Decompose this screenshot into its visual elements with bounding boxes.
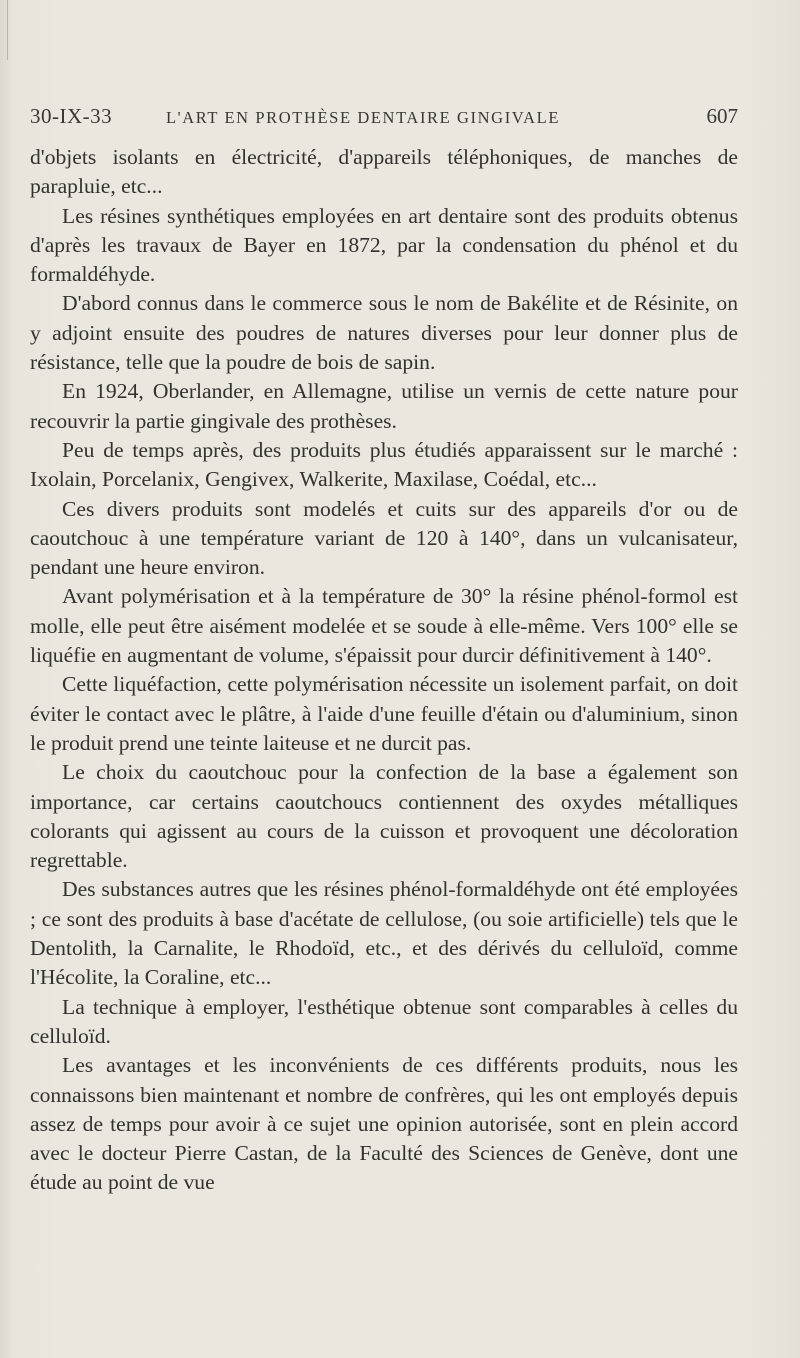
paragraph-continued: d'objets isolants en électricité, d'appareils téléphoniques, de manches de parapluie, etc... (30, 145, 738, 199)
page-number: 607 (706, 104, 738, 128)
body-text (30, 143, 738, 1198)
paragraph: Ces divers produits sont modelés et cuits sur des appareils d'or ou de caoutchouc à une température variant de 120 à 140°, dans un vulcanisateur, pendant une heure environ. (30, 496, 738, 580)
paragraph: Le choix du caoutchouc pour la confection de la base a également son importance, car certains caoutchoucs contiennent des oxydes métalliques colorants qui agissent au cours de la cuisson et provoquent une décoloration regrettable. (30, 760, 738, 873)
paragraph: En 1924, Oberlander, en Allemagne, utilise un vernis de cette nature pour recouvrir la partie gingivale des prothèses. (30, 379, 738, 433)
paragraph: D'abord connus dans le commerce sous le nom de Bakélite et de Résinite, on y adjoint ensuite des poudres de natures diverses pour leur donner plus de résistance, telle que la poudre de bois de sapin. (30, 291, 738, 375)
header-title: L'ART EN PROTHÈSE DENTAIRE GINGIVALE (166, 108, 561, 127)
header-date: 30-IX-33 (30, 104, 113, 128)
paragraph: Avant polymérisation et à la température de 30° la résine phénol-formol est molle, elle peut être aisément modelée et se soude à elle-même. Vers 100° elle se liquéfie en augmentant de volume, s'épaissit pour durcir définitivement à 140°. (30, 584, 738, 668)
paragraph: Peu de temps après, des produits plus étudiés apparaissent sur le marché : Ixolain, Porcelanix, Gengivex, Walkerite, Maxilase, Coédal, etc... (30, 437, 738, 492)
paragraph: Les résines synthétiques employées en art dentaire sont des produits obtenus d'après les travaux de Bayer en 1872, par la condensation du phénol et du formaldéhyde. (30, 203, 738, 287)
paragraph: Des substances autres que les résines phénol-formaldéhyde ont été employées ; ce sont des produits à base d'acétate de cellulose, (ou soie artificielle) tels que le Dentolith, la Carnalite, le Rhodoïd, etc., et des dérivés du celluloïd, comme l'Hécolite, la Coraline, etc... (30, 877, 738, 990)
paragraph: Cette liquéfaction, cette polymérisation nécessite un isolement parfait, on doit éviter le contact avec le plâtre, à l'aide d'une feuille d'étain ou d'aluminium, sinon le produit prend une teinte laiteuse et ne durcit pas. (30, 672, 738, 755)
paragraph: La technique à employer, l'esthétique obtenue sont comparables à celles du celluloïd. (30, 994, 738, 1048)
running-header (30, 104, 738, 132)
page-edge-line (7, 0, 8, 60)
paragraph: Les avantages et les inconvénients de ces différents produits, nous les connaissons bien maintenant et nombre de confrères, qui les ont employés depuis assez de temps pour avoir à ce sujet une opinion autorisée, sont en plein accord avec le docteur Pierre Castan, de la Faculté des Sciences de Genève, dont une étude au point de vue (30, 1053, 738, 1195)
